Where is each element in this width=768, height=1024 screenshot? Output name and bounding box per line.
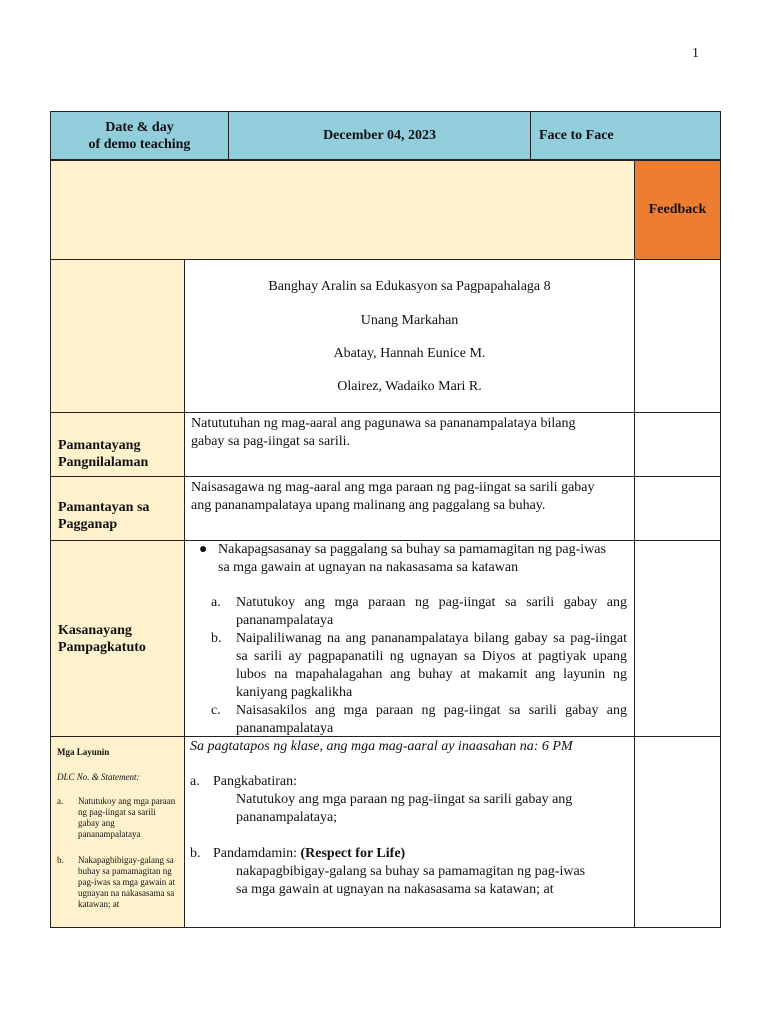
sub-item-b — [211, 630, 627, 702]
mga-layunin-label — [50, 736, 185, 928]
objective-b-emphasis: (Respect for Life) — [300, 846, 406, 861]
kasanayang-pampagkatuto-label — [50, 540, 185, 737]
left-objective-b — [57, 855, 177, 910]
bullet-item — [199, 541, 615, 577]
label-line: Pamantayang — [58, 437, 141, 453]
label-line: Pampagkatuto — [58, 639, 146, 655]
objective-b-text: nakapagbibigay-galang sa buhay sa pamamagitan ng pag-iwas — [236, 864, 586, 879]
date-label-cell — [51, 112, 229, 159]
title-line-3: Abatay, Hannah Eunice M. — [333, 346, 486, 361]
objective-text: Nakapagbibigay-galang sa buhay sa pamamagitan ng pag-iwas sa mga gawain at ugnayan na nakasasama sa katawan; at — [78, 855, 175, 909]
sub-text: Natutukoy ang mga paraan ng pag-iingat sa sarili gabay ang pananampalataya — [236, 595, 627, 628]
page-number: 1 — [692, 46, 699, 61]
date-value: December 04, 2023 — [229, 112, 531, 159]
feedback-cell-4 — [634, 540, 721, 737]
header-row — [50, 111, 721, 160]
dlc-statement: DLC No. & Statement: — [57, 772, 140, 782]
sub-marker: c. — [211, 703, 221, 718]
objective-text: Natutukoy ang mga paraan ng pag-iingat sa sarili gabay ang pananampalataya — [78, 796, 176, 839]
title-line-2: Unang Markahan — [360, 313, 459, 328]
objective-b-marker: b. — [190, 846, 201, 861]
label-line: Pagganap — [58, 516, 118, 532]
feedback-header: Feedback — [634, 160, 721, 260]
feedback-cell-2 — [634, 412, 721, 477]
objective-a-marker: a. — [190, 774, 200, 789]
objective-a-text: pananampalataya; — [236, 810, 338, 825]
text-line: Natututuhan ng mag-aaral ang pagunawa sa pananampalataya bilang — [191, 416, 576, 431]
sub-text: Naipaliliwanag na ang pananampalataya bilang gabay sa pag-iingat sa sarili ay pagpapanatili ng ugnayan sa Diyos at pagtiyak upang lubos na mapahalagahan ang buhay at makamit ang layunin ng kaniyang pagkalikha — [236, 631, 627, 700]
text-line: Naisasagawa ng mag-aaral ang mga paraan ng pag-iingat sa sarili gabay — [191, 480, 595, 495]
date-label-line2: of demo teaching — [88, 136, 191, 152]
pamantayan-sa-pagganap-label — [50, 476, 185, 541]
feedback-cell-3 — [634, 476, 721, 541]
bullet-icon: ● — [199, 542, 208, 557]
bullet-text: Nakapagsasanay sa paggalang sa buhay sa pamamagitan ng pag-iwas sa mga gawain at ugnayan na nakasasama sa katawan — [218, 542, 606, 575]
pamantayang-pangnilalaman-text — [184, 412, 635, 477]
sub-item-a — [211, 594, 627, 630]
objective-a-label: Pangkabatiran: — [213, 774, 297, 789]
text-line: ang pananampalataya upang malinang ang paggalang sa buhay. — [191, 498, 546, 513]
objective-b-label-wrap — [213, 845, 405, 863]
kasanayang-pampagkatuto-content — [184, 540, 635, 737]
pamantayang-pangnilalaman-label — [50, 412, 185, 477]
objective-marker: a. — [57, 796, 64, 806]
feedback-cell-1 — [634, 259, 721, 413]
layunin-title: Mga Layunin — [57, 747, 110, 757]
left-objective-a — [57, 796, 177, 840]
objective-marker: b. — [57, 855, 64, 865]
mga-layunin-content — [184, 736, 635, 928]
label-line: Pangnilalaman — [58, 454, 149, 470]
sub-item-c — [211, 702, 627, 738]
label-line: Pamantayan sa — [58, 499, 150, 515]
title-label-cell — [50, 259, 185, 413]
sub-marker: a. — [211, 595, 221, 610]
title-line-1: Banghay Aralin sa Edukasyon sa Pagpapahalaga 8 — [268, 279, 551, 294]
text-line: gabay sa pag-iingat sa sarili. — [191, 434, 351, 449]
objective-b-label: Pandamdamin: — [213, 846, 297, 861]
label-line: Kasanayang — [58, 622, 132, 638]
title-block — [184, 259, 635, 413]
objective-a-text: Natutukoy ang mga paraan ng pag-iingat sa sarili gabay ang — [236, 792, 573, 807]
layunin-intro: Sa pagtatapos ng klase, ang mga mag-aaral ay inaasahan na: 6 PM — [190, 739, 573, 754]
feedback-cell-5 — [634, 736, 721, 928]
sub-marker: b. — [211, 631, 222, 646]
blank-header-cell — [50, 160, 635, 260]
sub-text: Naisasakilos ang mga paraan ng pag-iingat sa sarili gabay ang pananampalataya — [236, 703, 627, 736]
mode-value: Face to Face — [539, 127, 614, 143]
objective-b-text: sa mga gawain at ugnayan na nakasasama sa katawan; at — [236, 882, 554, 897]
date-label-line1: Date & day — [105, 119, 174, 135]
pamantayan-sa-pagganap-text — [184, 476, 635, 541]
title-line-4: Olairez, Wadaiko Mari R. — [337, 379, 482, 394]
